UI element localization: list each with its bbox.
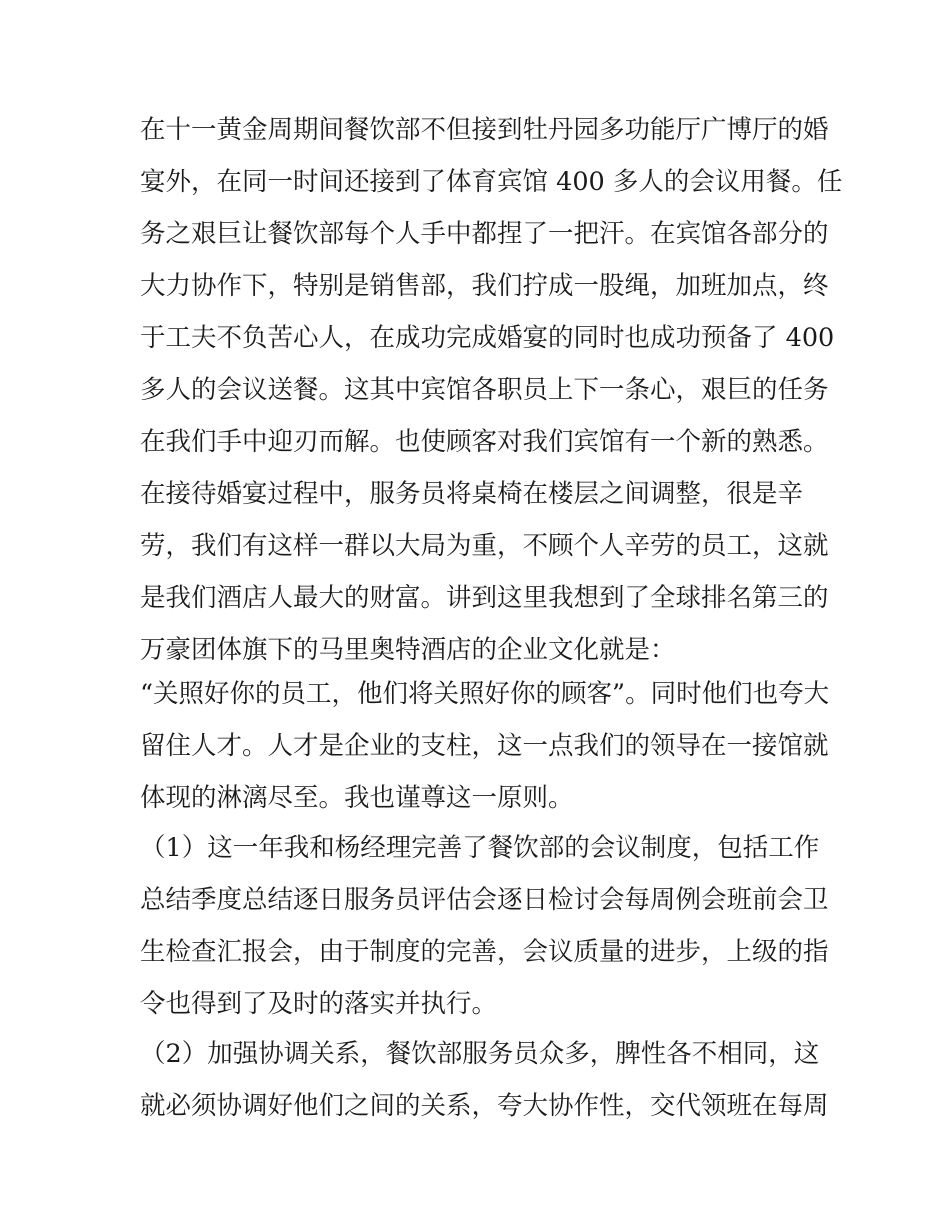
- text-line: 劳，我们有这样一群以大局为重，不顾个人辛劳的员工，这就: [140, 531, 829, 561]
- text-line: 万豪团体旗下的马里奥特酒店的企业文化就是：: [140, 635, 676, 665]
- text-line: 留住人才。人才是企业的支柱，这一点我们的领导在一接馆就: [140, 731, 829, 761]
- text-line: 大力协作下，特别是销售部，我们拧成一股绳，加班加点，终: [140, 271, 829, 301]
- text-line: 在十一黄金周期间餐饮部不但接到牡丹园多功能厅广博厅的婚: [140, 115, 829, 145]
- text-line: 于工夫不负苦心人，在成功完成婚宴的同时也成功预备了 400: [140, 323, 835, 353]
- text-line: 体现的淋漓尽至。我也谨尊这一原则。: [140, 783, 574, 813]
- text-line: 宴外，在同一时间还接到了体育宾馆 400 多人的会议用餐。任: [140, 167, 843, 197]
- text-line: 令也得到了及时的落实并执行。: [140, 989, 498, 1019]
- text-line: “关照好你的员工，他们将关照好你的顾客”。同时他们也夸大: [140, 679, 830, 709]
- text-line: 在接待婚宴过程中，服务员将桌椅在楼层之间调整，很是辛: [140, 479, 804, 509]
- text-line: 总结季度总结逐日服务员评估会逐日检讨会每周例会班前会卫: [140, 885, 829, 915]
- text-line: （1）这一年我和杨经理完善了餐饮部的会议制度，包括工作: [140, 833, 820, 863]
- text-line: 务之艰巨让餐饮部每个人手中都捏了一把汗。在宾馆各部分的: [140, 219, 829, 249]
- text-line: （2）加强协调关系，餐饮部服务员众多，脾性各不相同，这: [140, 1039, 820, 1069]
- document-body: [140, 108, 843, 1136]
- text-line: 生检查汇报会，由于制度的完善，会议质量的进步，上级的指: [140, 937, 829, 967]
- text-line: 多人的会议送餐。这其中宾馆各职员上下一条心，艰巨的任务: [140, 375, 829, 405]
- text-line: 是我们酒店人最大的财富。讲到这里我想到了全球排名第三的: [140, 583, 829, 613]
- text-line: 就必须协调好他们之间的关系，夸大协作性，交代领班在每周: [140, 1091, 829, 1121]
- text-line: 在我们手中迎刃而解。也使顾客对我们宾馆有一个新的熟悉。: [140, 427, 829, 457]
